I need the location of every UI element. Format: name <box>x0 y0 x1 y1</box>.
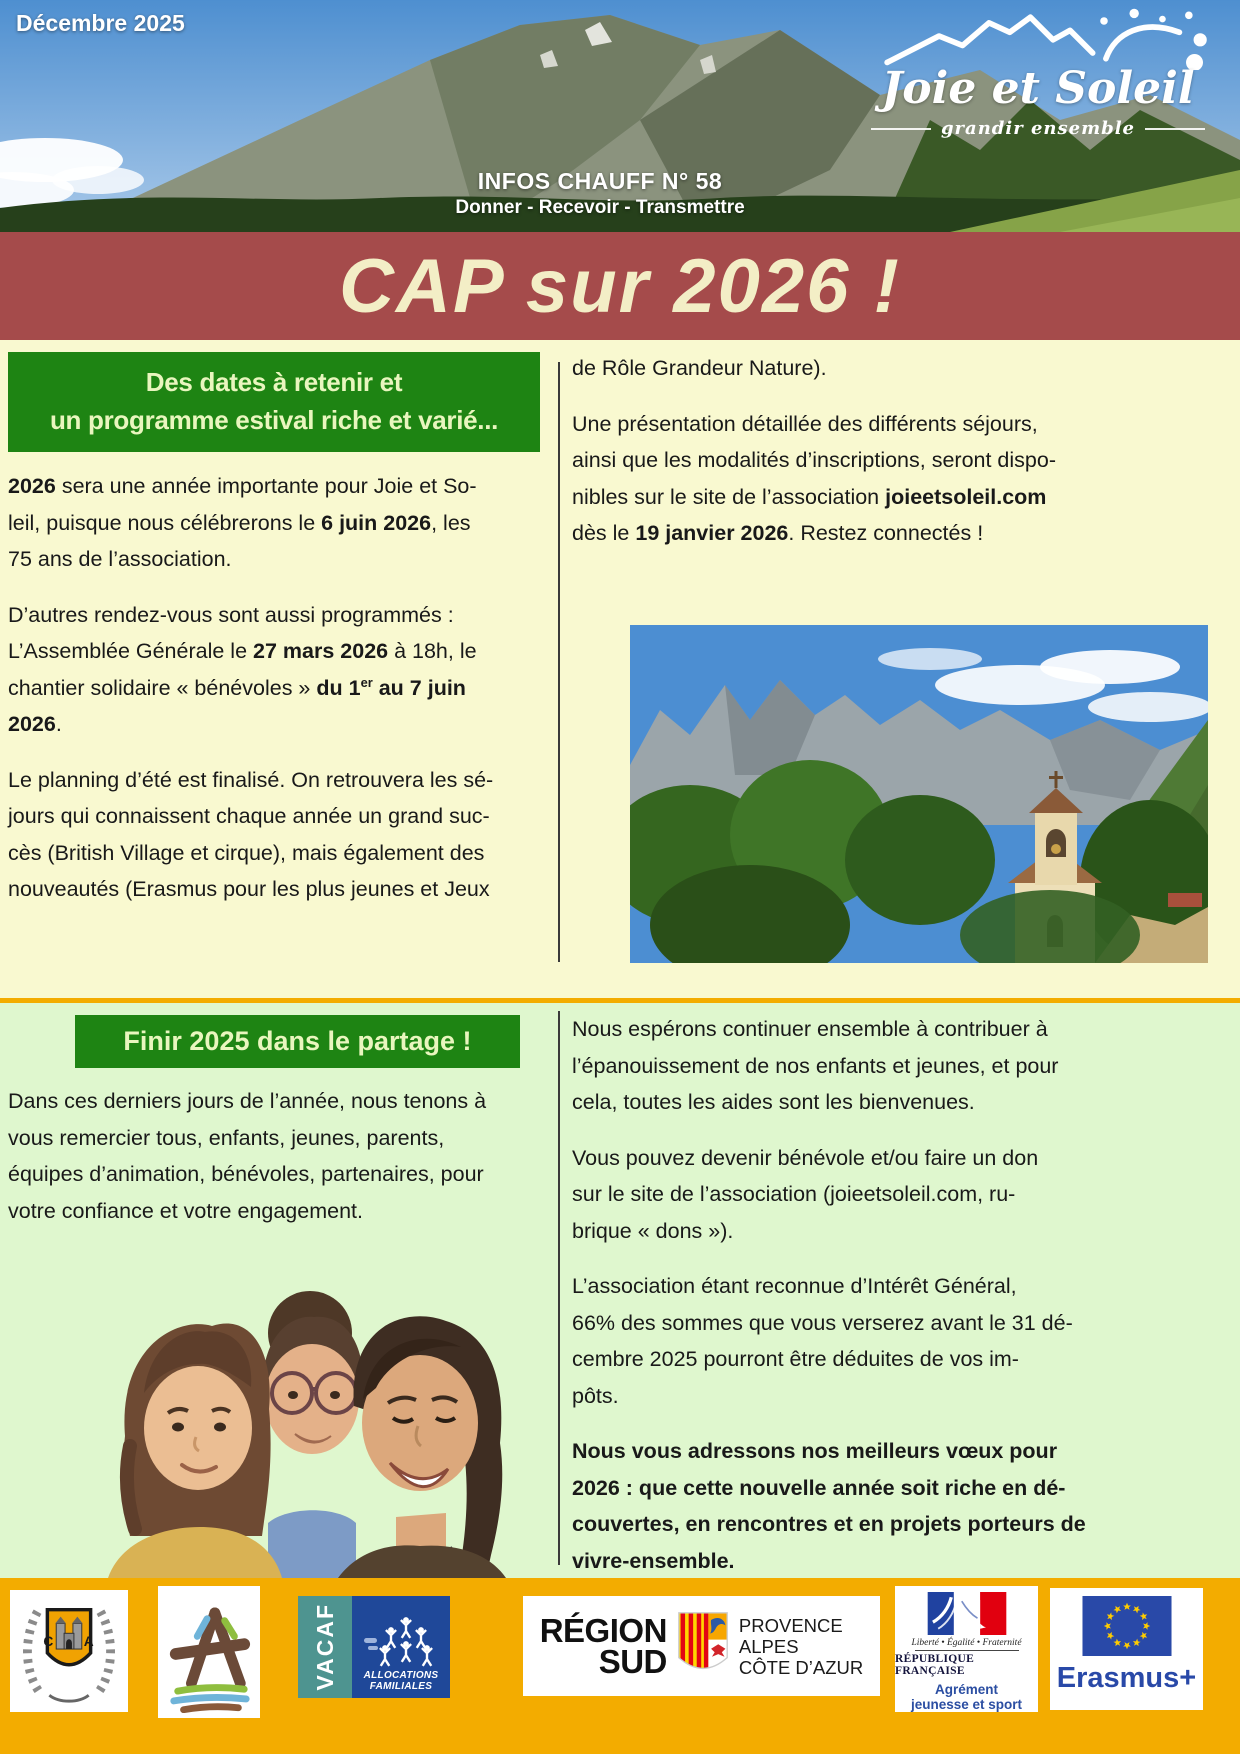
coat-of-arms-icon <box>19 1592 119 1710</box>
woman-right <box>338 1316 506 1578</box>
blason-letter-c: C <box>43 1634 54 1650</box>
rf-rule <box>915 1650 1019 1651</box>
caf-family-icon <box>362 1614 440 1670</box>
rf-title: RÉPUBLIQUE FRANÇAISE <box>895 1653 975 1677</box>
vacaf-label: VACAF <box>311 1603 338 1691</box>
erasmus-label: Erasmus+ <box>1056 1662 1197 1694</box>
caf-caption-line2: FAMILIALES <box>369 1681 433 1692</box>
departement-logo <box>158 1586 260 1718</box>
rule-left <box>871 128 931 130</box>
section1-heading-line1: Des dates à retenir et <box>145 367 403 397</box>
issue-block <box>280 168 920 219</box>
banner-title: CAP sur 2026 ! <box>339 243 901 329</box>
vacaf-caf-logo <box>298 1596 450 1698</box>
section2-heading: Finir 2025 dans le partage ! <box>75 1015 520 1068</box>
caf-block <box>352 1596 450 1698</box>
section2-left-text: Dans ces derniers jours de l’année, nous tenons à vous remercier tous, enfants, jeunes, parents, équipes d’animation, bénévoles, partenaires, pour votre confiance et votre engagement. <box>8 1089 487 1223</box>
rf-agrement-line1: Agrément <box>934 1682 998 1697</box>
section1-heading <box>8 352 540 452</box>
column-divider <box>558 1011 560 1565</box>
rf-agrement <box>911 1682 1022 1712</box>
rule-right <box>1145 128 1205 130</box>
caf-caption-line1: ALLOCATIONS <box>363 1670 439 1681</box>
partner-logos <box>0 1578 1240 1754</box>
republique-francaise-logo <box>895 1586 1038 1712</box>
region-sub2: ALPES <box>738 1635 799 1657</box>
erasmus-logo <box>1050 1588 1203 1710</box>
group-photo <box>90 1221 510 1578</box>
region-shield-icon <box>677 1610 729 1682</box>
chapel-photo <box>630 625 1208 963</box>
section-dates <box>0 340 1240 998</box>
region-line2: SUD <box>598 1643 667 1680</box>
logo-subtitle-text: grandir ensemble <box>940 118 1136 139</box>
section2-right-text: Nous espérons continuer ensemble à contribuer à l’épanouissement de nos enfants et jeunes, et pour cela, toutes les aides sont les bienvenues. Vous pouvez devenir bénévole et/ou faire un don sur le site de l’association (joieetsoleil.com, ru- brique « dons »). L’association étant reconnue d’Intérêt Général, 66% des sommes que vous verserez avant le 31 dé- cembre 2025 pourront être déduites de vos im- pôts. Nous vous adressons nos meilleurs vœux pour 2026 : que cette nouvelle année soit riche en dé- couvertes, en rencontres et en projets porteurs de vivre-ensemble. <box>572 1017 1086 1573</box>
region-sud-caption <box>739 1615 863 1678</box>
rf-motto: Liberté • Égalité • Fraternité <box>911 1638 1022 1649</box>
section1-heading-line2: un programme estival riche et varié... <box>49 405 499 435</box>
stylized-a-icon <box>164 1591 254 1713</box>
column-divider <box>558 362 560 962</box>
region-sub1: PROVENCE <box>738 1614 843 1636</box>
french-flag-marianne-icon <box>915 1592 1019 1635</box>
vacaf-block <box>298 1596 352 1698</box>
region-line1: RÉGION <box>539 1612 667 1649</box>
section-partage <box>0 1003 1240 1578</box>
logo-subtitle <box>871 118 1205 139</box>
section1-right-text: de Rôle Grandeur Nature). Une présentation détaillée des différents séjours, ainsi que les modalités d’inscriptions, seront dispo- nibles sur le site de l’association joieetsoleil.com dès le 19 janvier 2026. Restez connectés ! <box>572 356 1056 545</box>
girl-left <box>108 1324 282 1578</box>
rf-agrement-line2: jeunesse et sport <box>910 1697 1023 1712</box>
logo-mountain-icon <box>868 4 1208 70</box>
logo-title: Joie et Soleil <box>881 63 1195 114</box>
blason-letter-a: A <box>83 1634 94 1650</box>
eu-flag-icon <box>1081 1596 1173 1656</box>
girl-middle <box>262 1291 363 1578</box>
region-sub3: CÔTE D’AZUR <box>738 1656 864 1678</box>
issue-title: INFOS CHAUFF N° 58 <box>477 168 723 194</box>
issue-date: Décembre 2025 <box>16 10 185 36</box>
caf-caption <box>364 1670 439 1692</box>
region-sud-wordmark <box>539 1612 667 1680</box>
title-banner <box>0 232 1240 340</box>
section1-left-text: 2026 sera une année importante pour Joie et So- leil, puisque nous célébrerons le 6 juin 2026, les 75 ans de l’association. D’autres rendez-vous sont aussi programmés : L’Assemblée Générale le 27 mars 2026 à 18h, le chantier solidaire « bénévoles » du 1er au 7 juin 2026. Le planning d’été est finalisé. On retrouvera les sé- jours qui connaissent chaque année un grand suc- cès (British Village et cirque), mais également des nouveautés (Erasmus pour les plus jeunes et Jeux <box>8 474 494 901</box>
association-logo <box>848 4 1228 139</box>
city-coat-of-arms-logo <box>10 1590 128 1712</box>
hero-header <box>0 0 1240 232</box>
region-sud-logo <box>523 1596 880 1696</box>
issue-tagline: Donner - Recevoir - Transmettre <box>455 197 745 218</box>
